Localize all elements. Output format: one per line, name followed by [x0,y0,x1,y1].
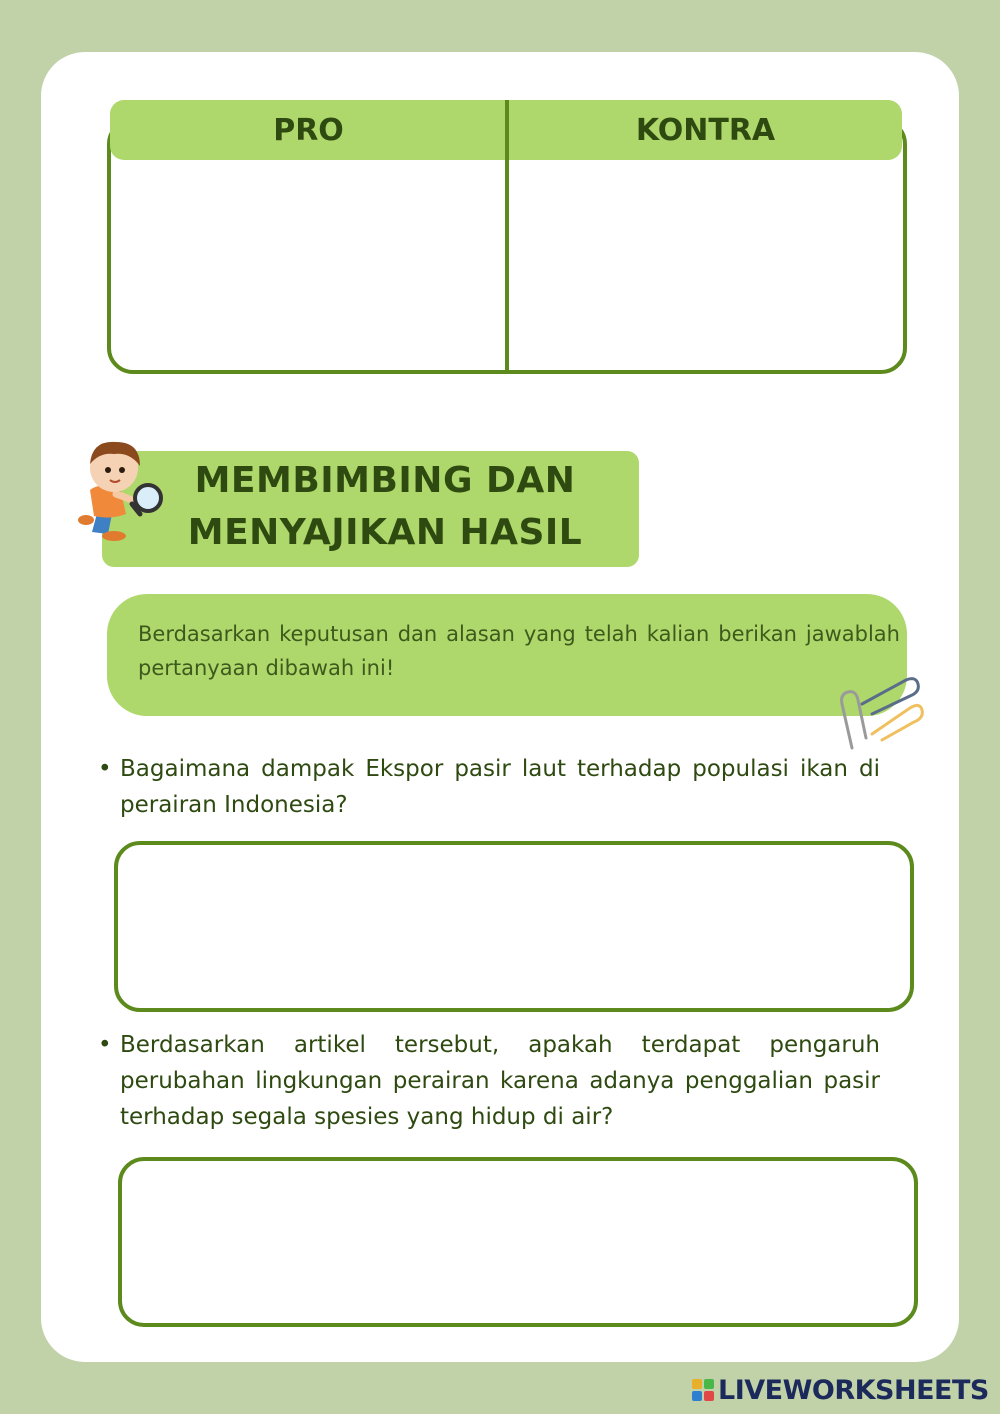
kid-magnifier-icon [70,432,170,544]
pro-answer-field[interactable] [114,164,502,364]
liveworksheets-brand[interactable] [692,1372,989,1408]
question-1 [98,751,880,823]
bullet: • [98,756,112,782]
answer-field-1[interactable] [114,841,914,1012]
question-text: Berdasarkan artikel tersebut, apakah terdapat pengaruh perubahan lingkungan perairan karena adanya penggalian pasir terhadap segala spesies yang hidup di air? [120,1032,880,1130]
brand-text: LIVEWORKSHEETS [718,1374,989,1406]
kontra-answer-field[interactable] [512,164,900,364]
paperclip-icon [832,664,924,756]
section-title-line1: MEMBIMBING DAN [194,460,576,501]
section-title-line2: MENYAJIKAN HASIL [187,512,583,553]
question-2 [98,1027,880,1135]
kontra-column-header: KONTRA [635,113,776,148]
instruction-text: Berdasarkan keputusan dan alasan yang telah kalian berikan jawablah pertanyaan dibawah ini! [138,622,900,680]
pro-column-header: PRO [273,113,344,148]
question-text: Bagaimana dampak Ekspor pasir laut terhadap populasi ikan di perairan Indonesia? [120,756,880,818]
section-title [140,455,630,559]
answer-field-2[interactable] [118,1157,918,1327]
liveworksheets-logo-icon [692,1379,714,1401]
bullet: • [98,1032,112,1058]
